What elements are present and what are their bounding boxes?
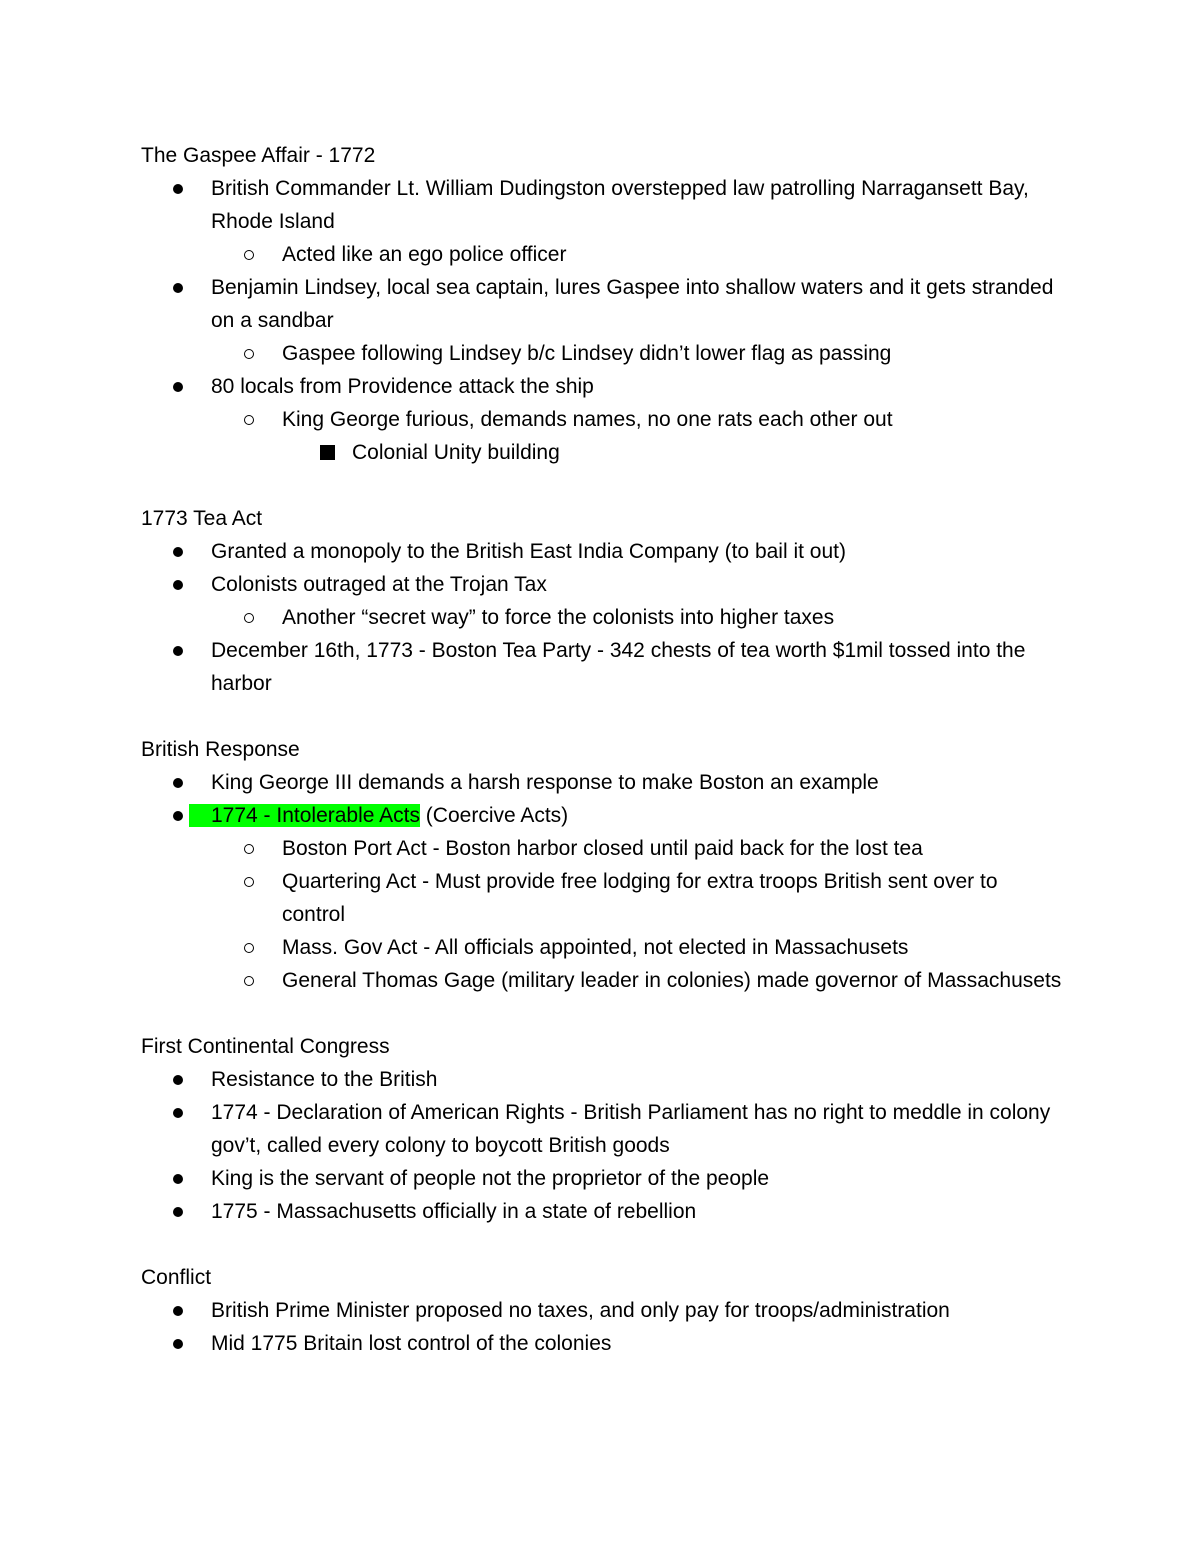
bullet-dot-icon [171,172,185,205]
bullet-text: Colonial Unity building [352,441,560,464]
bullet-circle-icon [242,931,256,964]
bullet-text: Colonists outraged at the Trojan Tax [211,573,547,596]
bullet-item [211,1294,1061,1327]
bullet-text: King George furious, demands names, no one rats each other out [282,408,893,431]
section-heading: Conflict [141,1266,212,1289]
section-tea-act [0,502,1200,700]
bullet-dot-icon [171,1063,185,1096]
section-heading: 1773 Tea Act [141,507,263,530]
bullet-dot-icon [171,535,185,568]
bullet-text: British Commander Lt. William Dudingston overstepped law patrolling Narragansett Bay, Rhode Island [211,177,1029,233]
bullet-item [211,799,1061,832]
bullet-item [211,568,1061,601]
bullet-text: Gaspee following Lindsey b/c Lindsey didn’t lower flag as passing [282,342,892,365]
section-first-continental-congress [0,1030,1200,1228]
bullet-item [211,370,1061,403]
section-gaspee-affair [0,139,1200,469]
bullet-text: General Thomas Gage (military leader in colonies) made governor of Massachusets [282,969,1062,992]
bullet-circle-icon [242,601,256,634]
sub-bullet-item [282,337,1062,370]
bullet-square-icon [319,436,335,469]
bullet-dot-icon [171,1162,185,1195]
sub-bullet-item [282,865,1062,931]
bullet-text: 80 locals from Providence attack the ship [211,375,594,398]
bullet-text: (Coercive Acts) [419,804,569,827]
bullet-dot-icon [171,1195,185,1228]
bullet-dot-icon [171,766,185,799]
bullet-item [211,1096,1061,1162]
sub-sub-bullet-item [352,436,1052,469]
bullet-text: King George III demands a harsh response to make Boston an example [211,771,879,794]
section-british-response [0,733,1200,997]
bullet-text: 1774 - Declaration of American Rights - British Parliament has no right to meddle in colony gov’t, called every colony to boycott British goods [211,1101,1051,1157]
bullet-text: Resistance to the British [211,1068,438,1091]
bullet-item [211,634,1061,700]
bullet-item [211,1162,1061,1195]
bullet-dot-icon [171,1327,185,1360]
bullet-item [211,172,1061,238]
sub-bullet-item [282,403,1062,436]
bullet-text: King is the servant of people not the proprietor of the people [211,1167,770,1190]
sub-bullet-item [282,964,1062,997]
bullet-text: Boston Port Act - Boston harbor closed until paid back for the lost tea [282,837,923,860]
bullet-item [211,766,1061,799]
bullet-circle-icon [242,238,256,271]
bullet-dot-icon [171,271,185,304]
highlighted-text: 1774 - Intolerable Acts [189,804,420,827]
bullet-circle-icon [242,403,256,436]
bullet-item [211,271,1061,337]
bullet-text: Benjamin Lindsey, local sea captain, lures Gaspee into shallow waters and it gets stranded on a sandbar [211,276,1054,332]
section-heading: First Continental Congress [141,1035,390,1058]
bullet-text: British Prime Minister proposed no taxes, and only pay for troops/administration [211,1299,950,1322]
bullet-text: Granted a monopoly to the British East India Company (to bail it out) [211,540,846,563]
sub-bullet-item [282,832,1062,865]
bullet-dot-icon [171,1096,185,1129]
bullet-item [211,1195,1061,1228]
bullet-item [211,1327,1061,1360]
bullet-circle-icon [242,337,256,370]
section-conflict [0,1261,1200,1360]
bullet-item [211,1063,1061,1096]
bullet-dot-icon [171,1294,185,1327]
section-heading: The Gaspee Affair - 1772 [141,144,376,167]
sub-bullet-item [282,931,1062,964]
bullet-item [211,535,1061,568]
bullet-text: Acted like an ego police officer [282,243,567,266]
bullet-text: December 16th, 1773 - Boston Tea Party - 342 chests of tea worth $1mil tossed into the harbor [211,639,1026,695]
bullet-dot-icon [171,799,185,832]
bullet-dot-icon [171,568,185,601]
bullet-text: Quartering Act - Must provide free lodging for extra troops British sent over to control [282,870,998,926]
bullet-circle-icon [242,832,256,865]
sub-bullet-item [282,601,1062,634]
section-heading: British Response [141,738,300,761]
bullet-dot-icon [171,370,185,403]
sub-bullet-item [282,238,1062,271]
bullet-circle-icon [242,865,256,898]
bullet-text: Another “secret way” to force the colonists into higher taxes [282,606,835,629]
bullet-text: Mid 1775 Britain lost control of the colonies [211,1332,612,1355]
bullet-dot-icon [171,634,185,667]
bullet-text: Mass. Gov Act - All officials appointed, not elected in Massachusets [282,936,909,959]
bullet-text-container [211,799,1061,832]
bullet-circle-icon [242,964,256,997]
bullet-text: 1775 - Massachusetts officially in a state of rebellion [211,1200,697,1223]
